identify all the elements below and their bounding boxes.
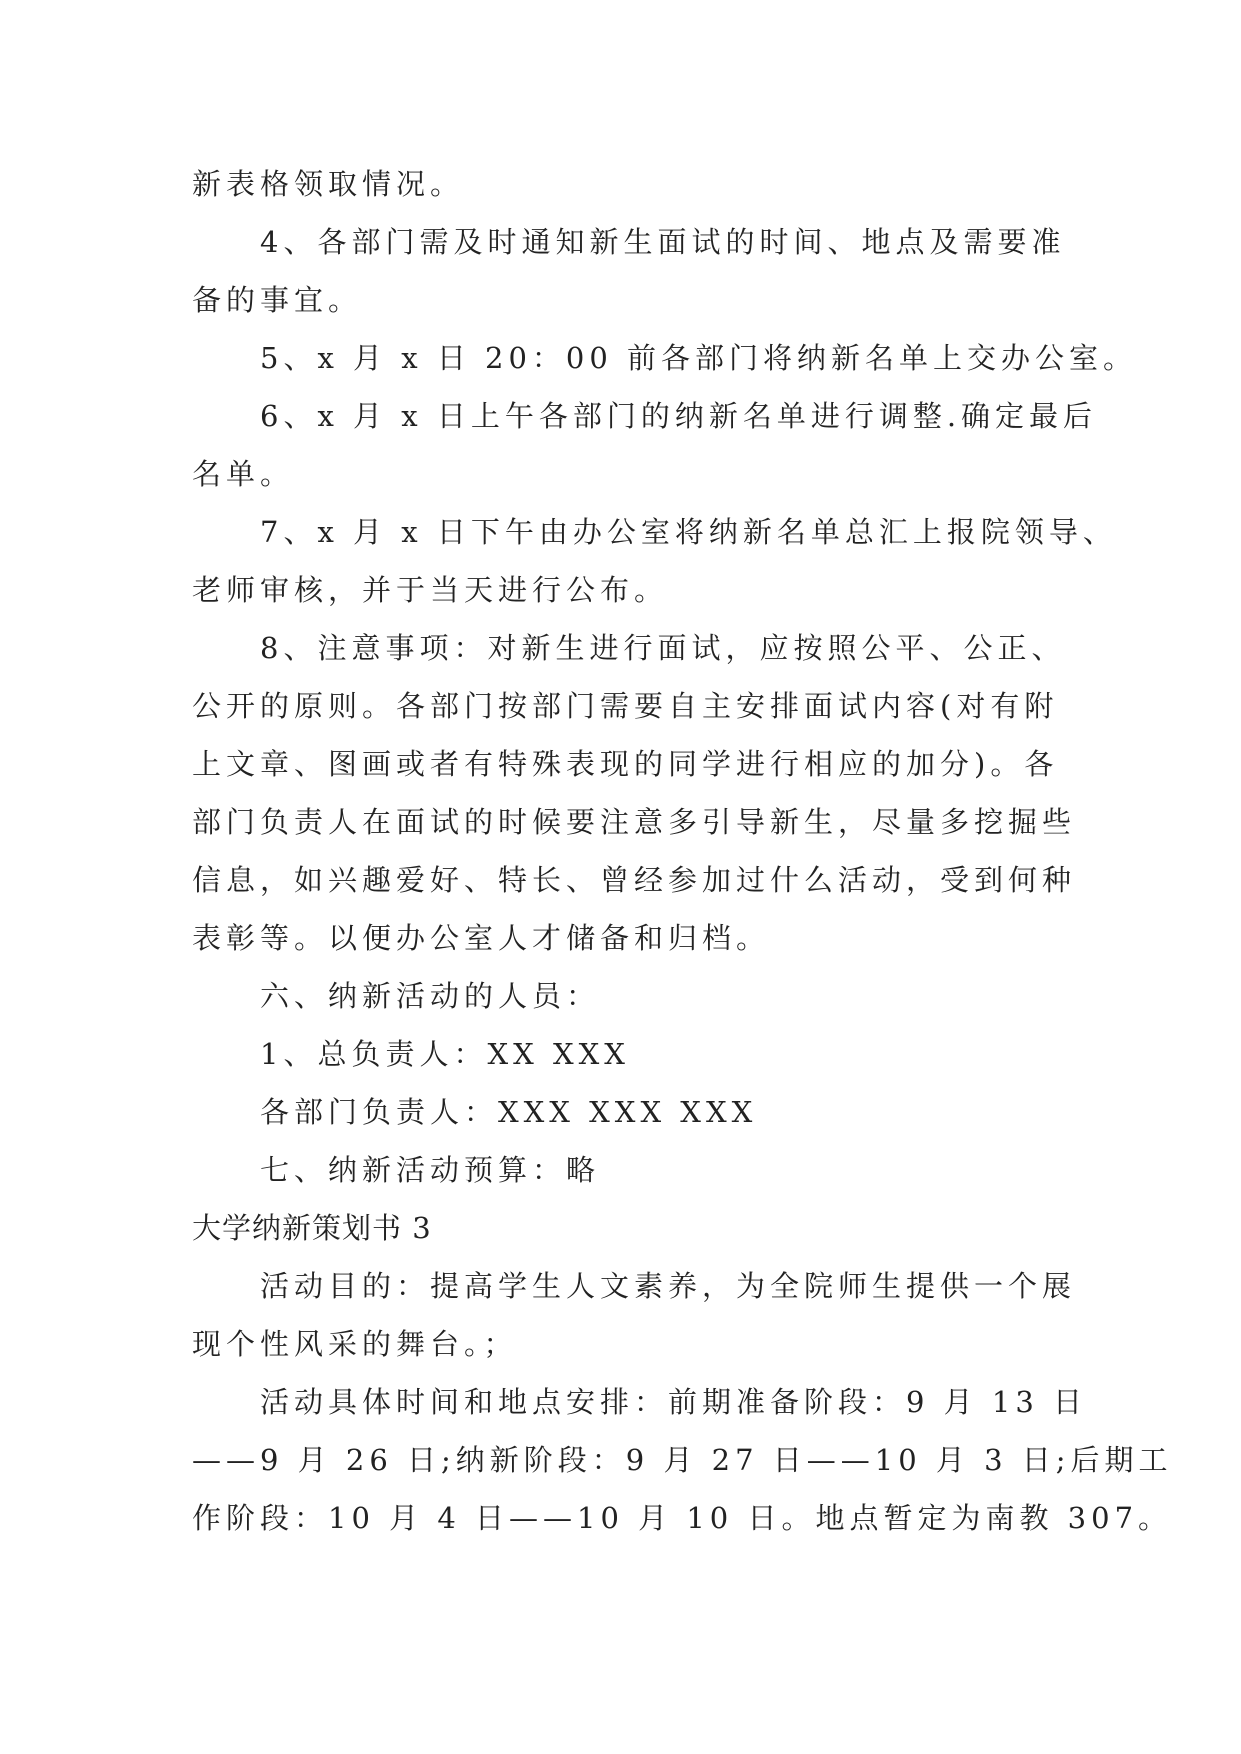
paragraph-line: 7、x 月 x 日下午由办公室将纳新名单总汇上报院领导、 [260, 515, 1117, 549]
paragraph-line: 6、x 月 x 日上午各部门的纳新名单进行调整.确定最后 [260, 399, 1098, 433]
paragraph-line: 部门负责人在面试的时候要注意多引导新生，尽量多挖掘些 [192, 805, 1077, 839]
paragraph-line: 备的事宜。 [192, 283, 363, 317]
section-heading: 七、纳新活动预算：略 [260, 1153, 601, 1187]
paragraph-line: 各部门负责人：XXX XXX XXX [260, 1095, 758, 1129]
paragraph-line: ——9 月 26 日;纳新阶段：9 月 27 日——10 月 3 日;后期工 [192, 1443, 1173, 1477]
paragraph-line: 表彰等。以便办公室人才储备和归档。 [192, 921, 771, 955]
paragraph-line: 新表格领取情况。 [192, 167, 465, 201]
paragraph-line: 老师审核，并于当天进行公布。 [192, 573, 669, 607]
paragraph-line: 8、注意事项：对新生进行面试，应按照公平、公正、 [260, 631, 1066, 665]
paragraph-line: 5、x 月 x 日 20：00 前各部门将纳新名单上交办公室。 [260, 341, 1138, 375]
paragraph-line: 4、各部门需及时通知新生面试的时间、地点及需要准 [260, 225, 1066, 259]
paragraph-line: 名单。 [192, 457, 295, 491]
paragraph-line: 上文章、图画或者有特殊表现的同学进行相应的加分)。各 [192, 747, 1059, 781]
document-title: 大学纳新策划书 3 [192, 1211, 432, 1245]
paragraph-line: 信息，如兴趣爱好、特长、曾经参加过什么活动，受到何种 [192, 863, 1077, 897]
section-heading: 六、纳新活动的人员： [260, 979, 601, 1013]
paragraph-line: 1、总负责人：XX XXX [260, 1037, 630, 1071]
document-body [192, 155, 1173, 1547]
paragraph-line: 作阶段：10 月 4 日——10 月 10 日。地点暂定为南教 307。 [192, 1501, 1173, 1535]
paragraph-line: 活动具体时间和地点安排：前期准备阶段：9 月 13 日 [260, 1385, 1088, 1419]
paragraph-line: 活动目的：提高学生人文素养，为全院师生提供一个展 [260, 1269, 1077, 1303]
paragraph-line: 公开的原则。各部门按部门需要自主安排面试内容(对有附 [192, 689, 1059, 723]
paragraph-line: 现个性风采的舞台。； [192, 1327, 518, 1361]
